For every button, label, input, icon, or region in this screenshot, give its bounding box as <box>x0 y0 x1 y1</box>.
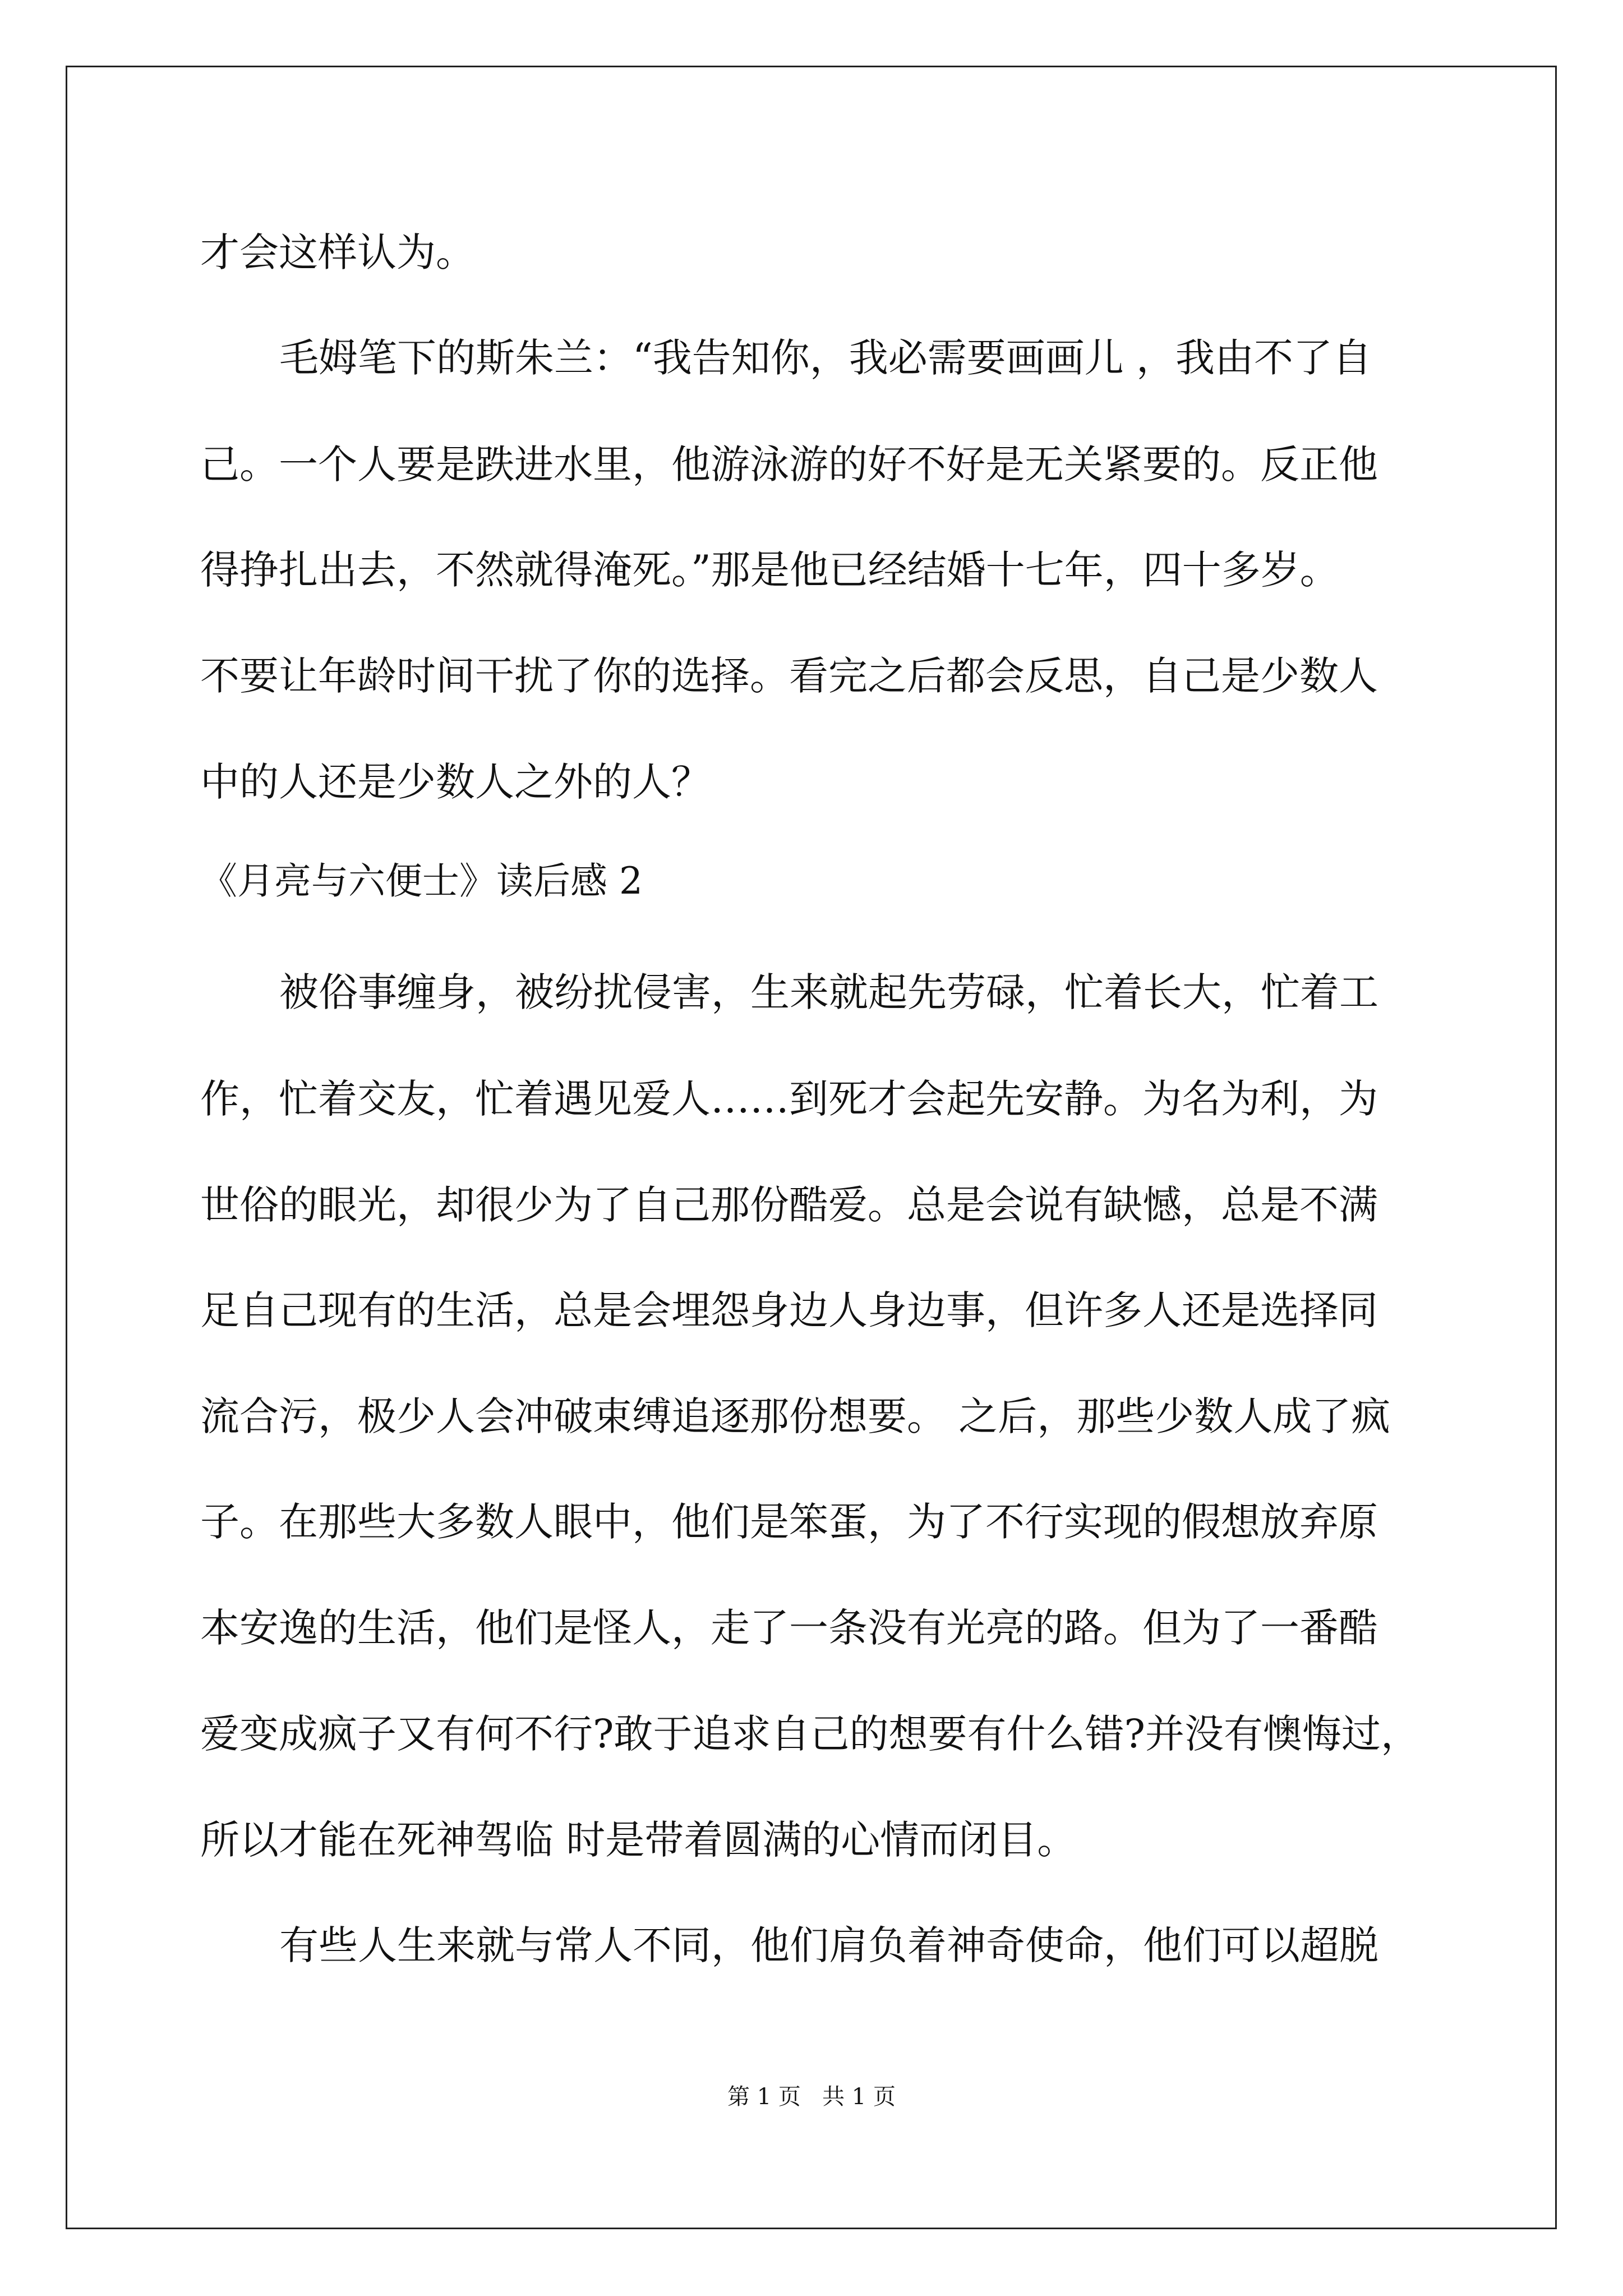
body-line-1: 才会这样认为。 <box>200 229 475 275</box>
body-line-7: 被俗事缠身，被纷扰侵害，生来就起先劳碌，忙着长大，忙着工 <box>279 969 1378 1015</box>
body-line-4: 得挣扎出去，不然就得淹死。”那是他已经结婚十七年，四十多岁。 <box>200 547 1339 593</box>
body-line-11: 流合污，极少人会冲破束缚追逐那份想要。 之后，那些少数人成了疯 <box>200 1393 1391 1439</box>
body-line-10: 足自己现有的生活，总是会埋怨身边人身边事，但许多人还是选择同 <box>200 1287 1378 1333</box>
body-line-9: 世俗的眼光，却很少为了自己那份酷爱。总是会说有缺憾，总是不满 <box>200 1182 1378 1228</box>
body-line-12: 子。在那些大多数人眼中，他们是笨蛋，为了不行实现的假想放弃原 <box>200 1499 1378 1545</box>
body-line-5: 不要让年龄时间干扰了你的选择。看完之后都会反思，自己是少数人 <box>200 653 1378 699</box>
page-border <box>66 66 1557 2229</box>
body-line-3: 己。一个人要是跌进水里，他游泳游的好不好是无关紧要的。反正他 <box>200 441 1378 487</box>
body-line-13: 本安逸的生活，他们是怪人，走了一条没有光亮的路。但为了一番酷 <box>200 1605 1378 1651</box>
body-line-16: 有些人生来就与常人不同，他们肩负着神奇使命，他们可以超脱 <box>279 1922 1378 1968</box>
body-line-8: 作，忙着交友，忙着遇见爱人……到死才会起先安静。为名为利，为 <box>200 1076 1378 1122</box>
body-line-6: 中的人还是少数人之外的人？ <box>200 759 711 805</box>
body-line-2: 毛姆笔下的斯朱兰：“我告知你，我必需要画画儿 ，我由不了自 <box>279 335 1372 381</box>
section-heading: 《月亮与六便士》读后感 2 <box>200 859 643 903</box>
page-footer: 第 1 页 共 1 页 <box>727 2084 896 2110</box>
body-line-15: 所以才能在死神驾临 时是带着圆满的心情而闭目。 <box>200 1817 1077 1863</box>
body-line-14: 爱变成疯子又有何不行?敢于追求自己的想要有什么错?并没有懊悔过， <box>200 1711 1421 1757</box>
